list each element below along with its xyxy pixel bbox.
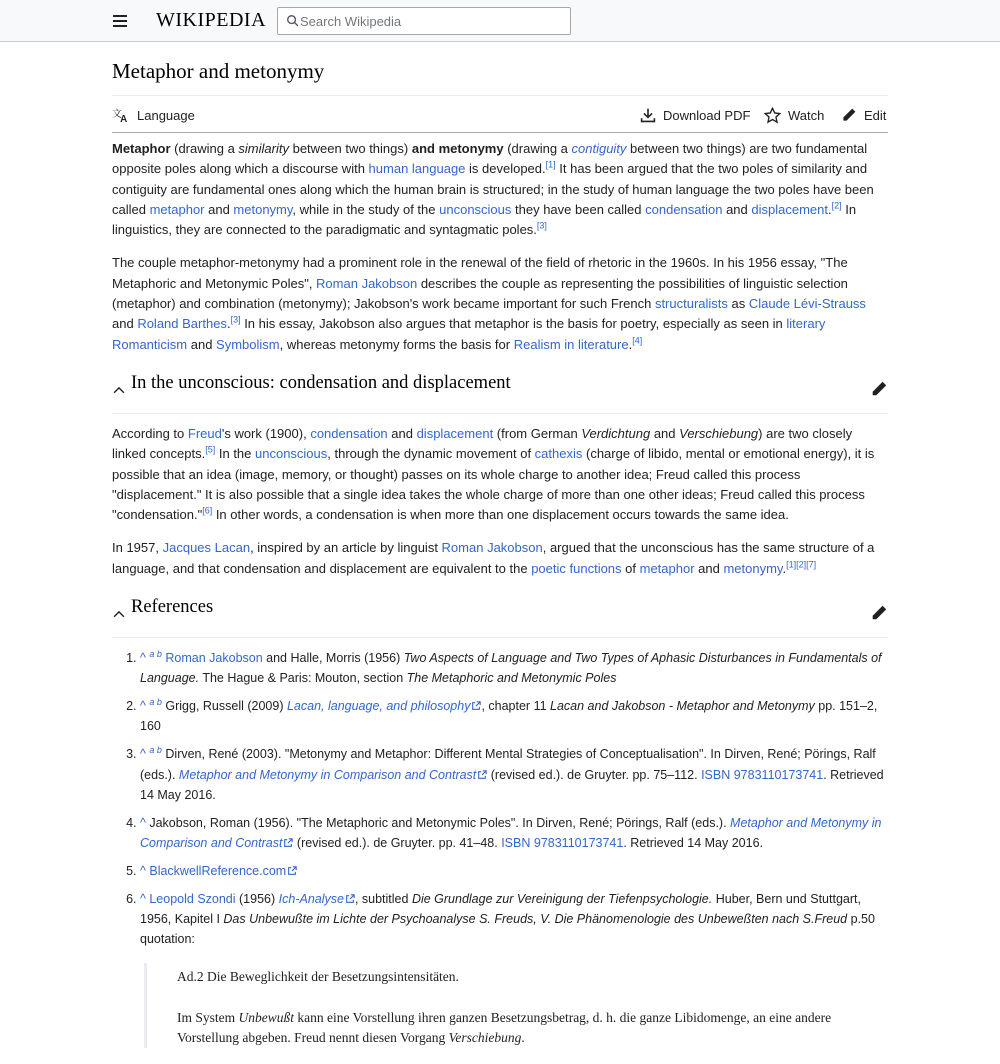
chevron-up-icon[interactable] [112,383,126,397]
external-link[interactable]: Ich-Analyse [278,891,344,906]
jacques-lacan-link[interactable]: Jacques Lacan [162,540,251,556]
backlink-caret[interactable]: ^ [140,863,146,878]
text: p.50 quotation: [140,911,875,947]
wikipedia-logo[interactable]: WIKIPEDIA [156,9,267,31]
text: . Retrieved 14 May 2016. [140,767,884,802]
realism-link[interactable]: Realism in literature [513,336,629,352]
intro-paragraph-1 [112,139,888,240]
italic-title: Die Grundlage zur Vereinigung der Tiefenpsychologie. [411,891,713,906]
reference-item [140,813,888,854]
german-quotation [144,963,888,1048]
text: and Halle, Morris (1956) [262,651,404,666]
backlink-b[interactable]: b [156,745,162,756]
unconscious-paragraph-1 [112,424,888,525]
backlink-b[interactable]: b [156,696,162,707]
metonymy-link[interactable]: metonymy [723,560,783,576]
text: The couple metaphor-metonymy had a prominent role in the renewal of the field of rhetoric in the 1960s. In his 1956 essay, "The Metaphoric and Metonymic Poles", [112,255,848,291]
backlink-caret[interactable]: ^ [140,651,146,666]
external-link[interactable]: Lacan, language, and philosophy [286,699,471,714]
text: and [650,425,680,441]
language-label: Language [137,107,195,123]
text: (charge of libido, mental or emotional energy), it is possible that an idea (image, memory, or thought) passes on its whole charge to another idea; Freud called this process "displacement." It is also possible that a single idea takes the whole charge of more than one other ideas; Freud called this process "condensation." [112,446,875,523]
levi-strauss-link[interactable]: Claude Lévi-Strauss [748,296,866,312]
language-icon [112,107,130,123]
text: . [628,336,633,352]
download-icon [640,107,656,123]
text: and [187,336,217,352]
text: they have been called [511,201,646,217]
search-icon [286,14,300,28]
text: pp. 151–2, 160 [140,699,878,734]
reference-item [140,744,888,805]
text: and [722,201,752,217]
external-link-icon [477,770,487,780]
text: In other words, a condensation is when more than one displacement occurs towards the same idea. [212,507,789,523]
text: between two things) are two fundamental opposite poles along which a discourse with [112,141,868,177]
isbn-link[interactable]: ISBN [501,835,531,850]
text: . [521,1030,525,1045]
reference-item [140,696,888,737]
citation-link[interactable]: [2] [796,559,807,570]
text: In 1957, [112,540,163,556]
section-edit-icon[interactable] [870,380,888,398]
text: . [828,201,832,217]
leopold-szondi-link[interactable]: Leopold Szondi [149,891,236,906]
text: , subtitled [354,891,412,906]
quote-paragraph [177,1004,888,1049]
external-link[interactable]: Metaphor and Metonymy in Comparison and Contrast [178,767,477,782]
text: In the [215,446,255,462]
text: (drawing a [170,141,239,156]
text: and [387,425,417,441]
pencil-icon [841,107,857,123]
references-list [112,648,888,949]
text: Huber, Bern und Stuttgart, 1956, Kapitel I [140,891,861,926]
roland-barthes-link[interactable]: Roland Barthes [137,316,227,332]
reference-item [140,861,888,881]
watch-label: Watch [788,107,825,123]
reference-item [140,889,888,950]
external-link-icon [345,894,355,904]
backlink-b[interactable]: b [156,648,162,659]
text: describes the couple as representing the possibilities of linguistic selection (metaphor) and combination (metonymy); Jakobson's work became important for such French [112,275,848,312]
unconscious-link[interactable]: unconscious [255,446,328,462]
edit-button[interactable] [841,104,886,126]
section-heading-references [112,596,888,638]
text: Im System [177,1009,239,1025]
isbn-number-link[interactable]: 9783110173741 [533,835,624,850]
external-link-icon [283,838,293,848]
text: In his essay, Jakobson also argues that metaphor is the basis for poetry, especially as seen in [240,316,787,332]
backlink-caret[interactable]: ^ [140,891,146,906]
svg-text:文: 文 [112,108,122,120]
page-title: Metaphor and metonymy [112,59,325,83]
bold-term: Metaphor [112,141,171,156]
roman-jakobson-link[interactable]: Roman Jakobson [441,540,543,556]
edit-label: Edit [864,107,887,123]
intro-paragraph-2 [112,253,888,354]
citation-link[interactable]: [1] [545,159,556,170]
text: , argued that the unconscious has the same structure of a language, and that condensation and displacement are equivalent to the [112,540,875,576]
text: as [727,296,749,312]
roman-jakobson-link[interactable]: Roman Jakobson [165,651,263,666]
symbolism-link[interactable]: Symbolism [216,336,280,352]
text: (revised ed.). de Gruyter. pp. 41–48. [293,835,502,850]
language-button[interactable] [112,104,195,126]
text: According to [112,425,188,441]
hamburger-line [113,20,127,22]
text: (drawing a [503,141,572,156]
text: In linguistics, they are connected to the paradigmatic and syntagmatic poles. [112,201,857,238]
italic-title: The Metaphoric and Metonymic Poles [406,671,617,686]
external-link[interactable]: Metaphor and Metonymy in Comparison and Contrast [140,815,882,850]
isbn-number-link[interactable]: 9783110173741 [733,767,824,782]
backlink-caret[interactable]: ^ [140,699,146,714]
italic-title: Lacan and Jakobson - Metaphor and Metonymy [550,699,815,714]
text: Jakobson, Roman (1956). "The Metaphoric and Metonymic Poles". In Dirven, René; Pörings, Ralf (eds.). [149,815,731,830]
hamburger-line [113,25,127,27]
condensation-link[interactable]: condensation [310,425,388,441]
chevron-up-icon[interactable] [112,607,126,621]
text: of [621,560,640,576]
text: , while in the study of the [292,201,440,217]
text: , through the dynamic movement of [327,446,535,462]
search-input[interactable] [300,11,560,31]
italic-title: Das Unbewußte im Lichte der Psychoanalyse S. Freuds, V. Die Phänomenologie des Unbeweßten nach S.Freud [223,911,848,926]
section-title[interactable]: In the unconscious: condensation and displacement [131,372,511,393]
roman-jakobson-link[interactable]: Roman Jakobson [316,275,418,291]
metaphor-link[interactable]: metaphor [639,560,695,576]
hamburger-line [113,15,127,17]
text: between two things) [288,141,412,156]
reference-item [140,648,888,689]
section-title[interactable]: References [131,597,214,618]
poetic-functions-link[interactable]: poetic functions [531,560,622,576]
download-pdf-button[interactable] [640,104,750,126]
text: Grigg, Russell (2009) [165,699,287,714]
displacement-link[interactable]: displacement [416,425,494,441]
text: , whereas metonymy forms the basis for [279,336,514,352]
italic-term: similarity [238,141,289,156]
literary-romanticism-link[interactable]: literary Romanticism [112,316,826,352]
citation-link[interactable]: [5] [205,444,216,455]
external-link[interactable]: BlackwellReference.com [149,863,287,878]
backlink-a[interactable]: a [149,745,155,756]
condensation-link[interactable]: condensation [645,201,723,217]
bold-term: and metonymy [411,141,504,156]
text: . Retrieved 14 May 2016. [623,835,763,850]
metaphor-link[interactable]: metaphor [149,201,205,217]
text: (1956) [235,891,279,906]
italic-term: Unbewußt [238,1009,295,1025]
structuralists-link[interactable]: structuralists [654,296,728,312]
italic-term: Verschiebung [448,1030,522,1045]
site-header [0,0,1000,42]
search-box[interactable] [277,7,571,35]
backlink-caret[interactable]: ^ [140,747,146,762]
citation-link[interactable]: [4] [632,335,643,346]
star-icon [764,107,781,124]
citation-link[interactable]: [3] [536,220,547,231]
text: The Hague & Paris: Mouton, section [199,671,407,686]
text: (revised ed.). de Gruyter. pp. 75–112. [487,767,702,782]
text: kann eine Vorstellung ihren ganzen Besetzungsbetrag, d. h. die ganze Libidomenge, an eine andere Vorstellung abgeben. Freud nennt diesen Vorgang [177,1009,832,1045]
italic-term: Verschiebung [679,425,759,441]
article-content [112,139,888,1064]
citation-link[interactable]: [7] [806,559,817,570]
citation-link[interactable]: [6] [202,505,213,516]
svg-text:A: A [120,114,128,123]
toolbar-divider [112,132,888,133]
freud-link[interactable]: Freud [187,425,222,441]
text: Dirven, René (2003). "Metonymy and Metaphor: Different Mental Strategies of Conceptualisation". In Dirven, René; Pörings, Ralf (eds.). [140,747,876,782]
text: It has been argued that the two poles of similarity and contiguity are fundamental ones along which the human brain is structured; in the study of human language the two poles have been called [112,161,874,217]
backlink-a[interactable]: a [149,648,155,659]
isbn-link[interactable]: ISBN [701,767,731,782]
download-label: Download PDF [663,107,751,123]
human-language-link[interactable]: human language [368,161,466,177]
metonymy-link[interactable]: metonymy [233,201,293,217]
section-heading-unconscious [112,372,888,414]
italic-title: Two Aspects of Language and Two Types of Aphasic Disturbances in Fundamentals of Language. [140,651,882,686]
contiguity-link[interactable]: contiguity [571,141,627,156]
external-link-icon [471,701,481,711]
text: . [782,560,787,576]
page-toolbar [112,104,888,126]
text: , inspired by an article by linguist [250,540,442,556]
quote-paragraph: Ad.2 Die Beweglichkeit der Besetzungsintensitäten. [177,969,459,985]
text: and [204,201,234,217]
italic-term: Verdichtung [581,425,651,441]
text: and [112,316,138,332]
title-divider [112,95,888,96]
unconscious-link[interactable]: unconscious [439,201,512,217]
text: 's work (1900), [221,425,311,441]
citation-link[interactable]: [3] [230,315,241,326]
section-edit-icon[interactable] [870,604,888,622]
watch-button[interactable] [764,104,824,126]
citation-link[interactable]: [2] [831,200,842,211]
external-link-icon [287,866,297,876]
text: is developed. [465,161,546,177]
backlink-caret[interactable]: ^ [140,815,146,830]
text: (from German [493,425,582,441]
backlink-a[interactable]: a [149,696,155,707]
citation-link[interactable]: [1] [786,559,797,570]
text: , chapter 11 [481,699,551,714]
text: . [226,316,231,332]
displacement-link[interactable]: displacement [751,201,828,217]
main-menu-button[interactable] [108,10,132,32]
text: and [694,560,724,576]
cathexis-link[interactable]: cathexis [534,446,583,462]
unconscious-paragraph-2 [112,538,888,579]
text: ) are two closely linked concepts. [112,425,853,462]
